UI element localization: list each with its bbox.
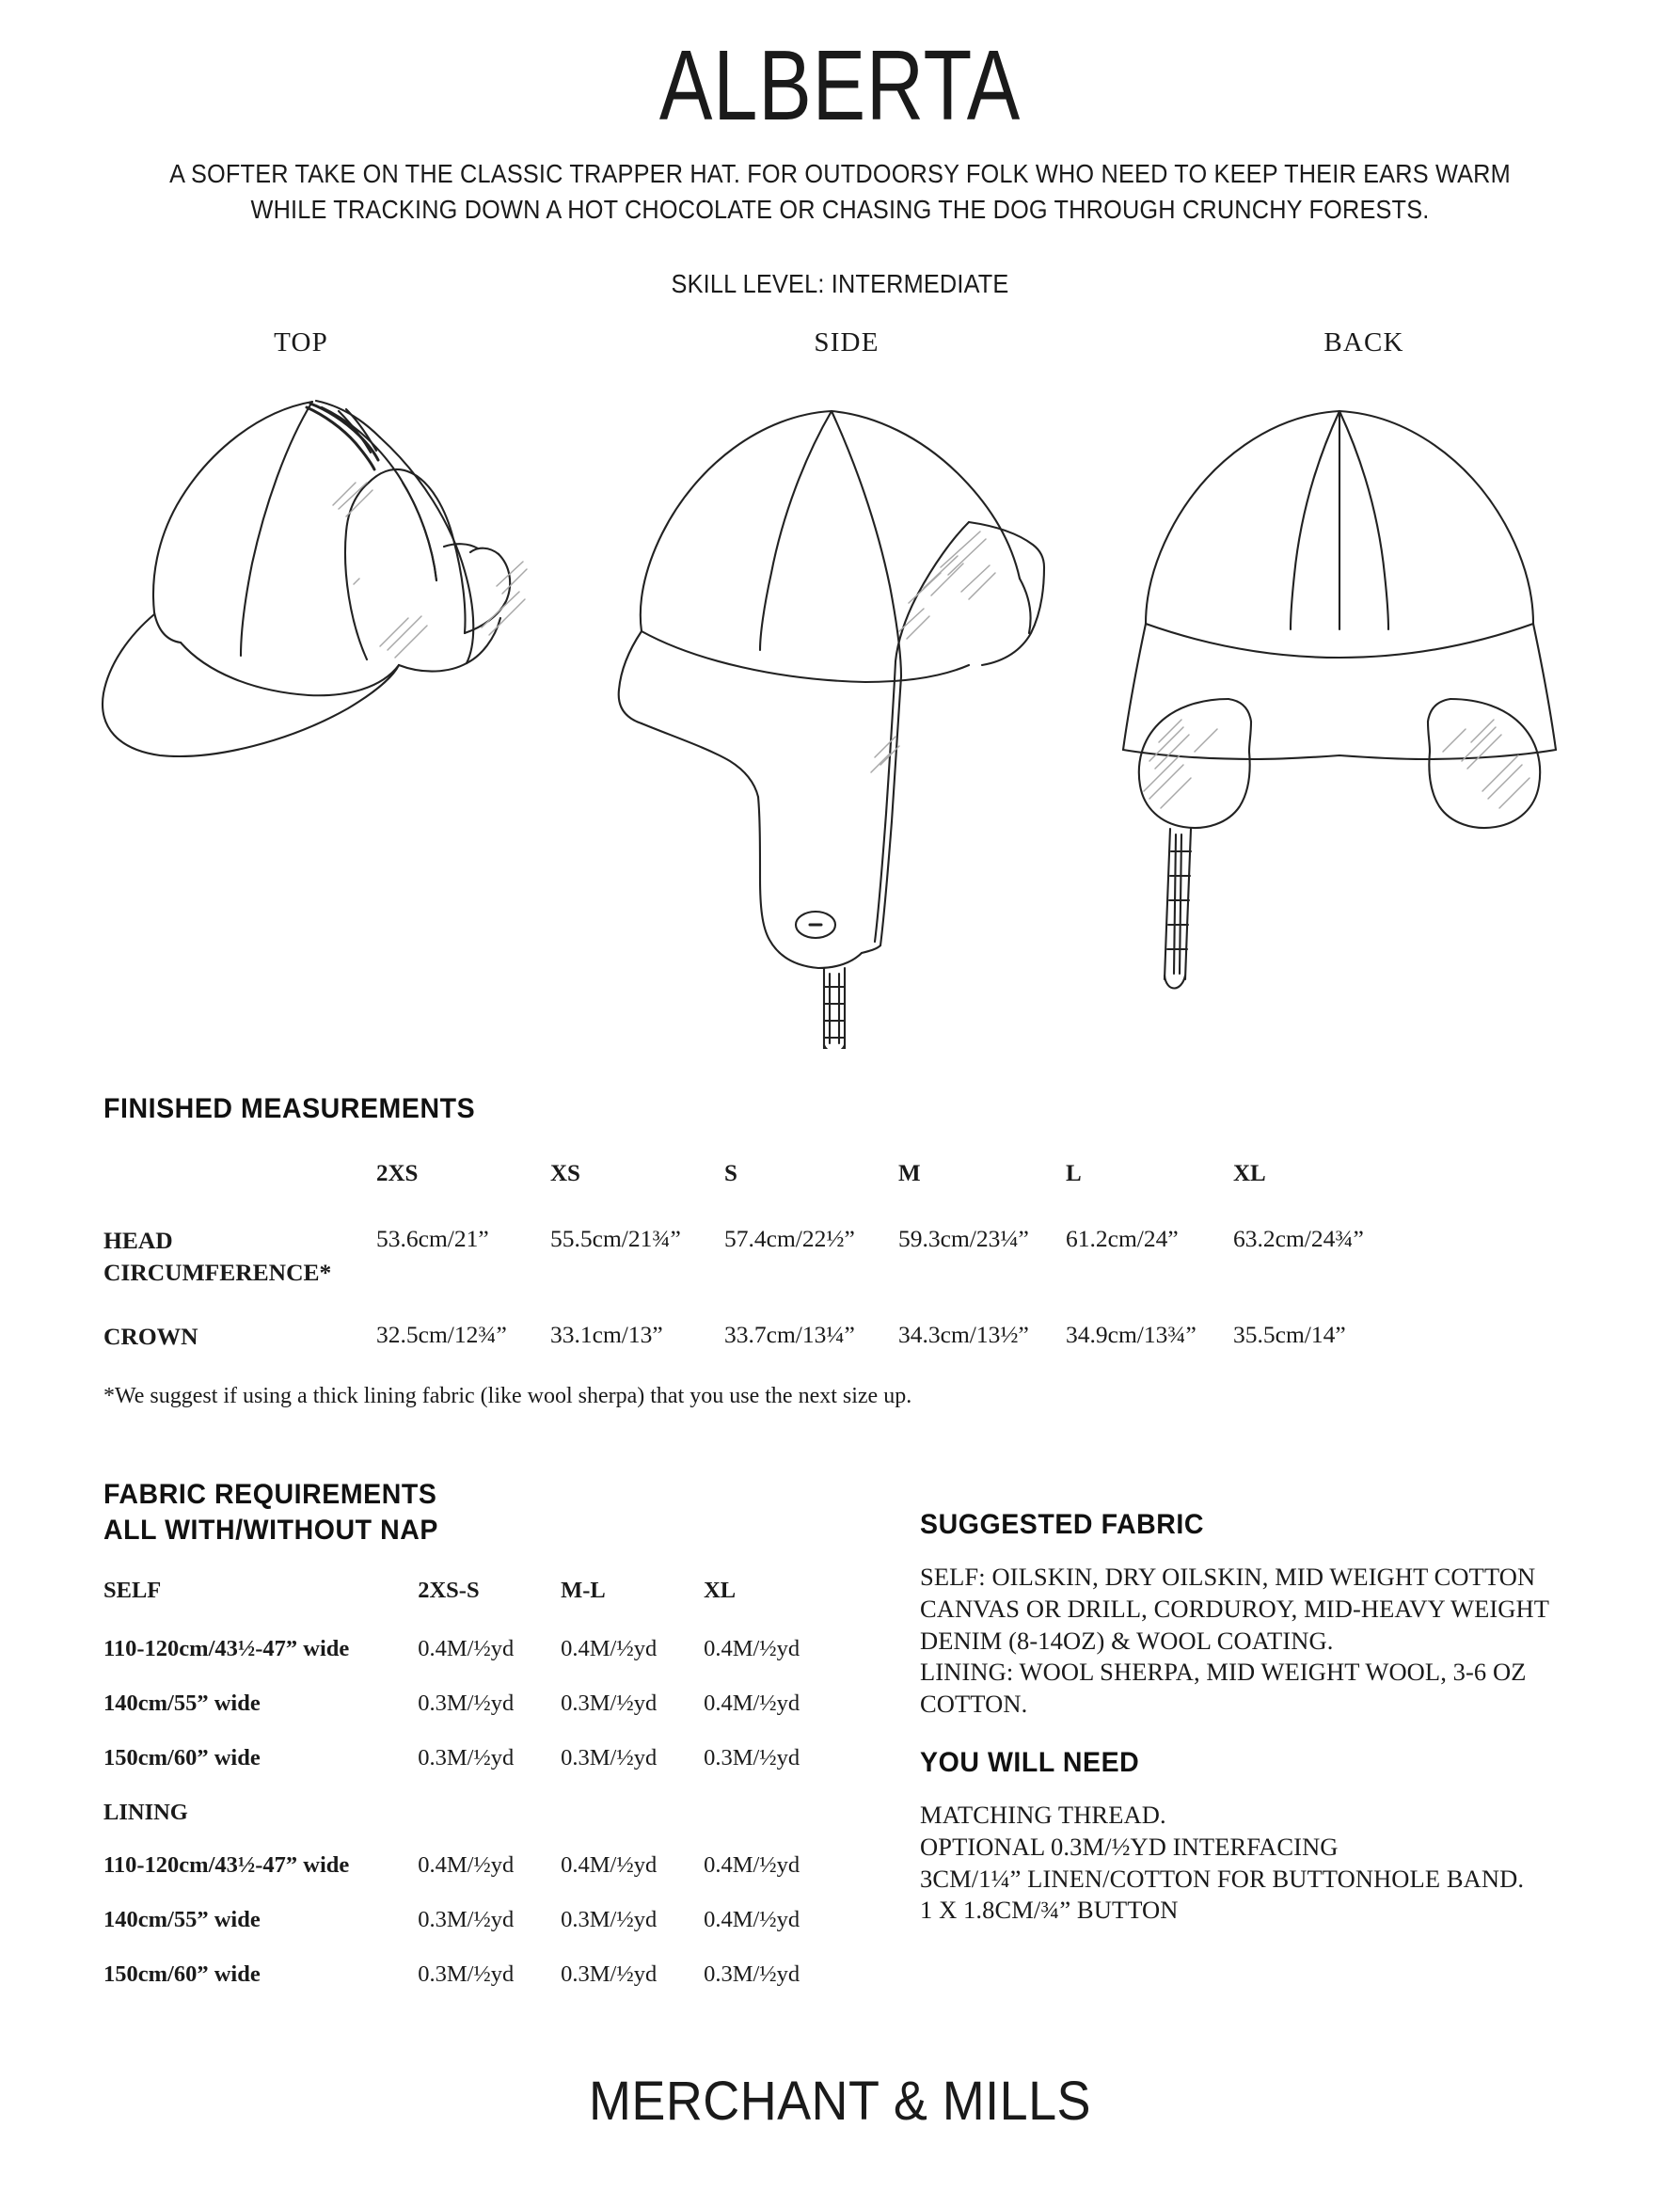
suggested-fabric-section	[920, 1507, 1635, 1721]
illustration-label-side: SIDE	[814, 326, 880, 357]
head-circ-l: 61.2cm/24”	[1066, 1225, 1179, 1253]
lining-row-2-xl: 0.3M/½yd	[704, 1961, 800, 1987]
self-row-2-xl: 0.3M/½yd	[704, 1744, 800, 1770]
illustration-label-back: BACK	[1323, 326, 1404, 357]
row-label-head-circumference: HEAD CIRCUMFERENCE*	[103, 1227, 332, 1287]
hat-illustration-top	[56, 327, 546, 757]
self-row-1-m-l: 0.3M/½yd	[561, 1690, 658, 1716]
finished-measurements-section	[103, 1091, 1590, 1409]
table-header-row	[103, 1161, 1590, 1225]
self-row-2-m-l: 0.3M/½yd	[561, 1744, 658, 1770]
suggested-fabric-line-4: COTTON.	[920, 1689, 1028, 1718]
self-row-label-0: 110-120cm/43½-47” wide	[103, 1635, 350, 1661]
skill-level-text: SKILL LEVEL: INTERMEDIATE	[671, 268, 1009, 298]
suggested-fabric-line-1: CANVAS OR DRILL, CORDUROY, MID-HEAVY WEIGHT	[920, 1595, 1550, 1624]
head-circ-xs: 55.5cm/21¾”	[550, 1225, 681, 1253]
lining-row-0-m-l: 0.4M/½yd	[561, 1851, 658, 1878]
size-header-xl: XL	[1233, 1161, 1266, 1187]
hat-back-view-svg	[1101, 362, 1627, 1049]
crown-2xs: 32.5cm/12¾”	[376, 1320, 507, 1348]
self-row-1-2xs-s: 0.3M/½yd	[418, 1690, 515, 1716]
lining-row-2-2xs-s: 0.3M/½yd	[418, 1961, 515, 1987]
description-line-1: A SOFTER TAKE ON THE CLASSIC TRAPPER HAT. FOR OUTDOORSY FOLK WHO NEED TO KEEP THEIR EARS WARM	[169, 159, 1511, 188]
lining-row-label-2: 150cm/60” wide	[103, 1961, 261, 1987]
size-header-s: S	[724, 1161, 737, 1187]
lining-row-0-2xs-s: 0.4M/½yd	[418, 1851, 515, 1878]
fabric-requirements-heading	[103, 1477, 836, 1549]
sizing-note: *We suggest if using a thick lining fabric (like wool sherpa) that you use the next size up.	[103, 1384, 912, 1409]
size-header-2xs: 2XS	[376, 1161, 419, 1187]
table-row	[103, 1961, 847, 2016]
fabric-requirements-table	[103, 1578, 847, 2016]
description-line-2: WHILE TRACKING DOWN A HOT CHOCOLATE OR CHASING THE DOG THROUGH CRUNCHY FORESTS.	[250, 194, 1430, 224]
table-row	[103, 1636, 847, 1691]
size-header-m: M	[898, 1161, 921, 1187]
crown-xs: 33.1cm/13”	[550, 1320, 663, 1348]
you-will-need-line-2: 3CM/1¼” LINEN/COTTON FOR BUTTONHOLE BAND.	[920, 1864, 1525, 1893]
table-row	[103, 1907, 847, 1961]
lining-row-1-m-l: 0.3M/½yd	[561, 1906, 658, 1932]
hat-top-view-svg	[56, 362, 546, 757]
you-will-need-section	[920, 1745, 1635, 1927]
crown-l: 34.9cm/13¾”	[1066, 1320, 1197, 1348]
crown-s: 33.7cm/13¼”	[724, 1320, 855, 1348]
suggested-fabric-heading: SUGGESTED FABRIC	[920, 1509, 1205, 1540]
page-title: ALBERTA	[658, 30, 1022, 141]
hat-illustration-back	[1101, 327, 1627, 1049]
you-will-need-heading: YOU WILL NEED	[920, 1747, 1140, 1778]
hat-side-view-svg	[583, 362, 1110, 1049]
hat-illustration-side	[583, 327, 1110, 1049]
head-circ-2xs: 53.6cm/21”	[376, 1225, 489, 1253]
lining-row-1-xl: 0.4M/½yd	[704, 1906, 800, 1932]
head-circ-s: 57.4cm/22½”	[724, 1225, 855, 1253]
table-row	[103, 1225, 1590, 1288]
fabric-col-m-l: M-L	[561, 1577, 606, 1603]
table-row	[103, 1691, 847, 1745]
size-header-l: L	[1066, 1161, 1082, 1187]
crown-xl: 35.5cm/14”	[1233, 1320, 1346, 1348]
self-row-label-2: 150cm/60” wide	[103, 1744, 261, 1770]
pattern-description	[131, 156, 1550, 228]
row-label-crown: CROWN	[103, 1322, 198, 1350]
fabric-col-2xs-s: 2XS-S	[418, 1577, 480, 1603]
lining-row-0-xl: 0.4M/½yd	[704, 1851, 800, 1878]
you-will-need-body	[920, 1800, 1635, 1927]
suggested-fabric-body	[920, 1562, 1635, 1720]
table-row	[103, 1321, 1590, 1353]
table-row-spacer	[103, 1289, 1590, 1321]
finished-measurements-table	[103, 1161, 1590, 1352]
self-row-label-1: 140cm/55” wide	[103, 1690, 261, 1716]
fabric-col-xl: XL	[704, 1577, 737, 1603]
you-will-need-line-1: OPTIONAL 0.3M/½YD INTERFACING	[920, 1833, 1339, 1862]
head-circ-xl: 63.2cm/24¾”	[1233, 1225, 1364, 1253]
size-header-xs: XS	[550, 1161, 580, 1187]
fabric-requirements-heading-line-1: FABRIC REQUIREMENTS	[103, 1479, 437, 1510]
self-row-1-xl: 0.4M/½yd	[704, 1690, 800, 1716]
self-row-0-xl: 0.4M/½yd	[704, 1635, 800, 1661]
fabric-requirements-section	[103, 1477, 875, 2016]
header-blank	[103, 1161, 376, 1225]
crown-m: 34.3cm/13½”	[898, 1320, 1029, 1348]
brand-footer: MERCHANT & MILLS	[589, 2071, 1091, 2132]
lining-group-header-row	[103, 1800, 847, 1852]
self-row-2-2xs-s: 0.3M/½yd	[418, 1744, 515, 1770]
head-circ-m: 59.3cm/23¼”	[898, 1225, 1029, 1253]
suggested-fabric-line-2: DENIM (8-14OZ) & WOOL COATING.	[920, 1626, 1334, 1655]
illustration-label-top: TOP	[274, 326, 328, 357]
lining-row-2-m-l: 0.3M/½yd	[561, 1961, 658, 1987]
suggested-fabric-line-0: SELF: OILSKIN, DRY OILSKIN, MID WEIGHT COTTON	[920, 1563, 1536, 1592]
technical-drawings	[0, 327, 1680, 1080]
finished-measurements-heading: FINISHED MEASUREMENTS	[103, 1093, 476, 1124]
fabric-table-header-row	[103, 1578, 847, 1636]
table-row	[103, 1745, 847, 1800]
you-will-need-line-3: 1 X 1.8CM/¾” BUTTON	[920, 1896, 1179, 1925]
fabric-requirements-heading-line-2: ALL WITH/WITHOUT NAP	[103, 1515, 438, 1547]
self-row-0-m-l: 0.4M/½yd	[561, 1635, 658, 1661]
table-row	[103, 1852, 847, 1907]
you-will-need-line-0: MATCHING THREAD.	[920, 1801, 1166, 1830]
lining-row-label-0: 110-120cm/43½-47” wide	[103, 1851, 350, 1878]
self-row-0-2xs-s: 0.4M/½yd	[418, 1635, 515, 1661]
suggested-fabric-line-3: LINING: WOOL SHERPA, MID WEIGHT WOOL, 3-6 OZ	[920, 1658, 1527, 1687]
fabric-col-self: SELF	[103, 1577, 162, 1603]
lining-row-label-1: 140cm/55” wide	[103, 1906, 261, 1932]
lining-group-label: LINING	[103, 1799, 188, 1825]
lining-row-1-2xs-s: 0.3M/½yd	[418, 1906, 515, 1932]
